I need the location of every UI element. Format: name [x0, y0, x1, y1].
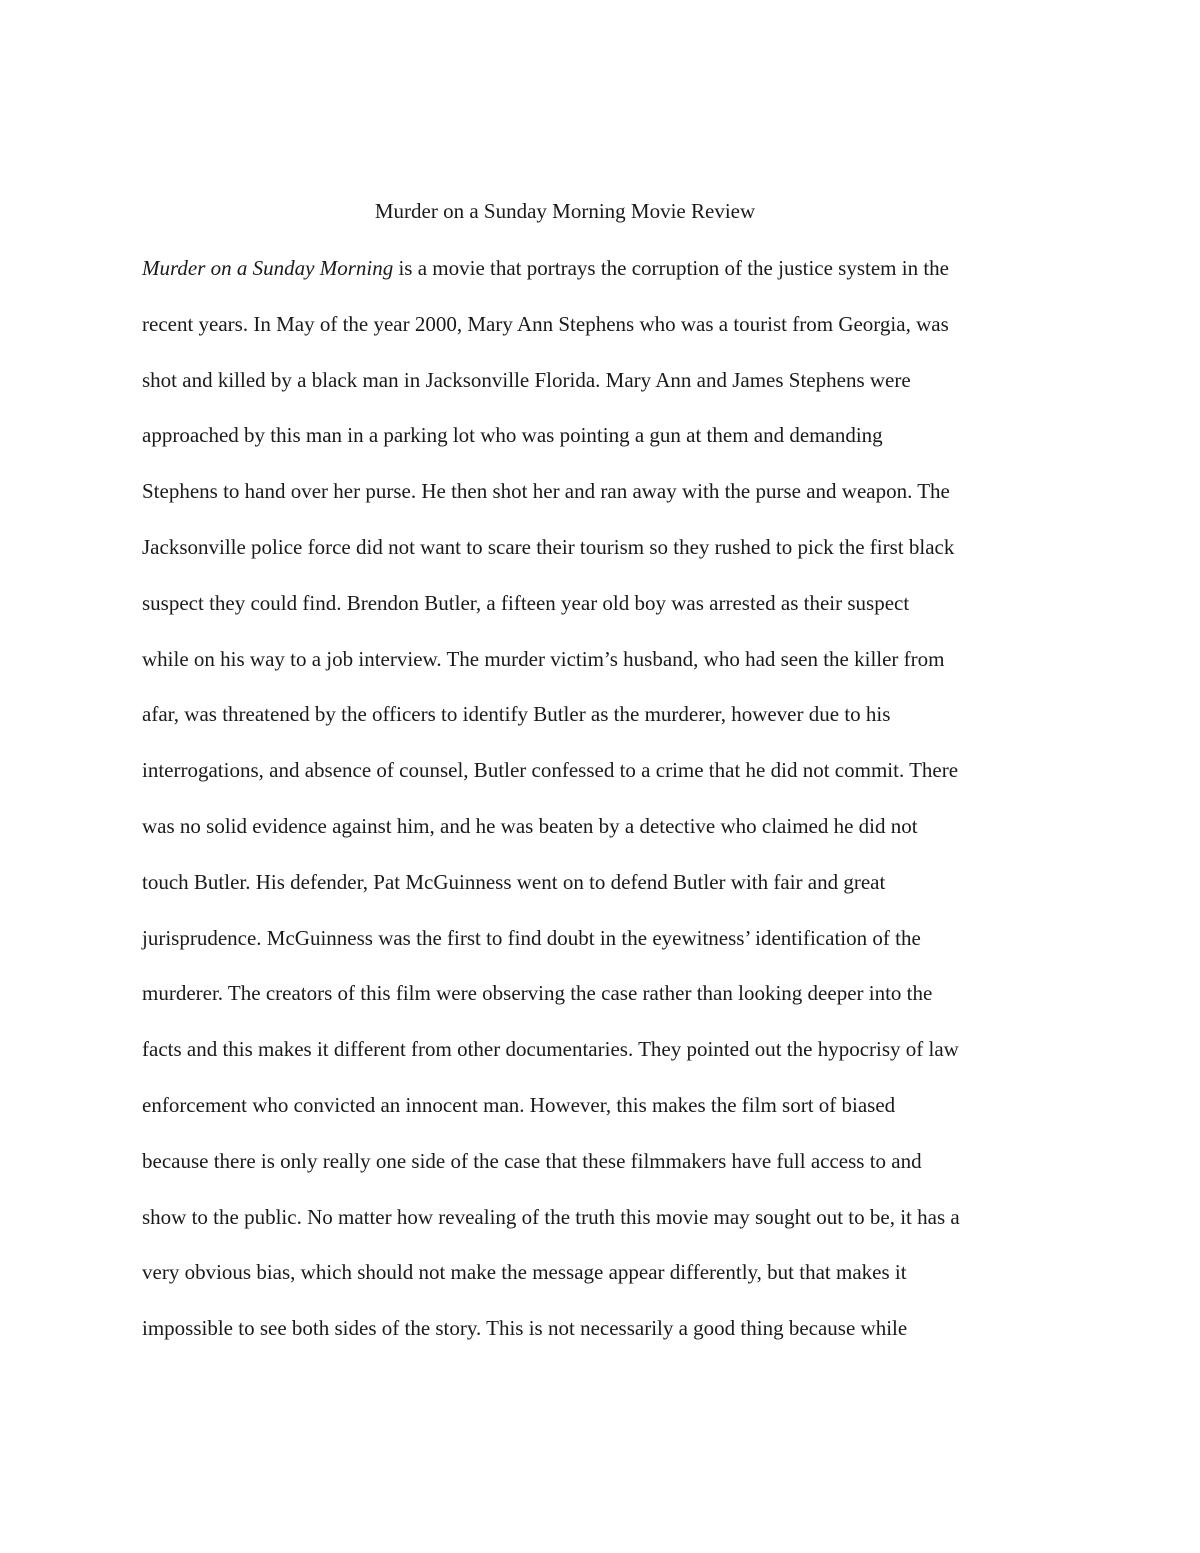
paragraph-line-3: shot and killed by a black man in Jacksonville Florida. Mary Ann and James Stephens were	[142, 367, 911, 392]
paragraph-line-12: touch Butler. His defender, Pat McGuinness went on to defend Butler with fair and great	[142, 869, 886, 894]
paragraph-line-9: afar, was threatened by the officers to identify Butler as the murderer, however due to his	[142, 702, 891, 727]
document-title: Murder on a Sunday Morning Movie Review	[374, 199, 756, 223]
paragraph-line-10: interrogations, and absence of counsel, Butler confessed to a crime that he did not commit. There	[142, 758, 959, 783]
paragraph-line-20: impossible to see both sides of the story. This is not necessarily a good thing because while	[142, 1316, 908, 1341]
paragraph-line-5: Stephens to hand over her purse. He then shot her and ran away with the purse and weapon. The	[142, 479, 950, 504]
paragraph-line-8: while on his way to a job interview. The murder victim’s husband, who had seen the killer from	[142, 646, 945, 671]
paragraph-line-2: recent years. In May of the year 2000, Mary Ann Stephens who was a tourist from Georgia, was	[142, 311, 949, 336]
paragraph-line-18: show to the public. No matter how revealing of the truth this movie may sought out to be, it has a	[142, 1204, 960, 1229]
paragraph-line-1	[142, 253, 1072, 309]
paragraph-line-7: suspect they could find. Brendon Butler, a fifteen year old boy was arrested as their suspect	[142, 590, 910, 615]
film-title-italic: Murder on a Sunday Morning	[142, 256, 394, 280]
paragraph-line-15: facts and this makes it different from other documentaries. They pointed out the hypocrisy of law	[142, 1037, 959, 1062]
paragraph-line-16: enforcement who convicted an innocent man. However, this makes the film sort of biased	[142, 1092, 896, 1117]
paragraph-line-14: murderer. The creators of this film were observing the case rather than looking deeper into the	[142, 981, 933, 1006]
paragraph-line-6: Jacksonville police force did not want to scare their tourism so they rushed to pick the first black	[142, 534, 955, 559]
line-1-text: is a movie that portrays the corruption of the justice system in the	[393, 256, 949, 280]
paragraph-line-4: approached by this man in a parking lot who was pointing a gun at them and demanding	[142, 423, 883, 448]
paragraph-line-11: was no solid evidence against him, and he was beaten by a detective who claimed he did not	[142, 813, 918, 838]
review-body	[142, 253, 1072, 1369]
paragraph-line-17: because there is only really one side of the case that these filmmakers have full access to and	[142, 1148, 922, 1173]
paragraph-line-19: very obvious bias, which should not make the message appear differently, but that makes it	[142, 1260, 907, 1285]
paragraph-line-13: jurisprudence. McGuinness was the first to find doubt in the eyewitness’ identification of the	[142, 925, 921, 950]
